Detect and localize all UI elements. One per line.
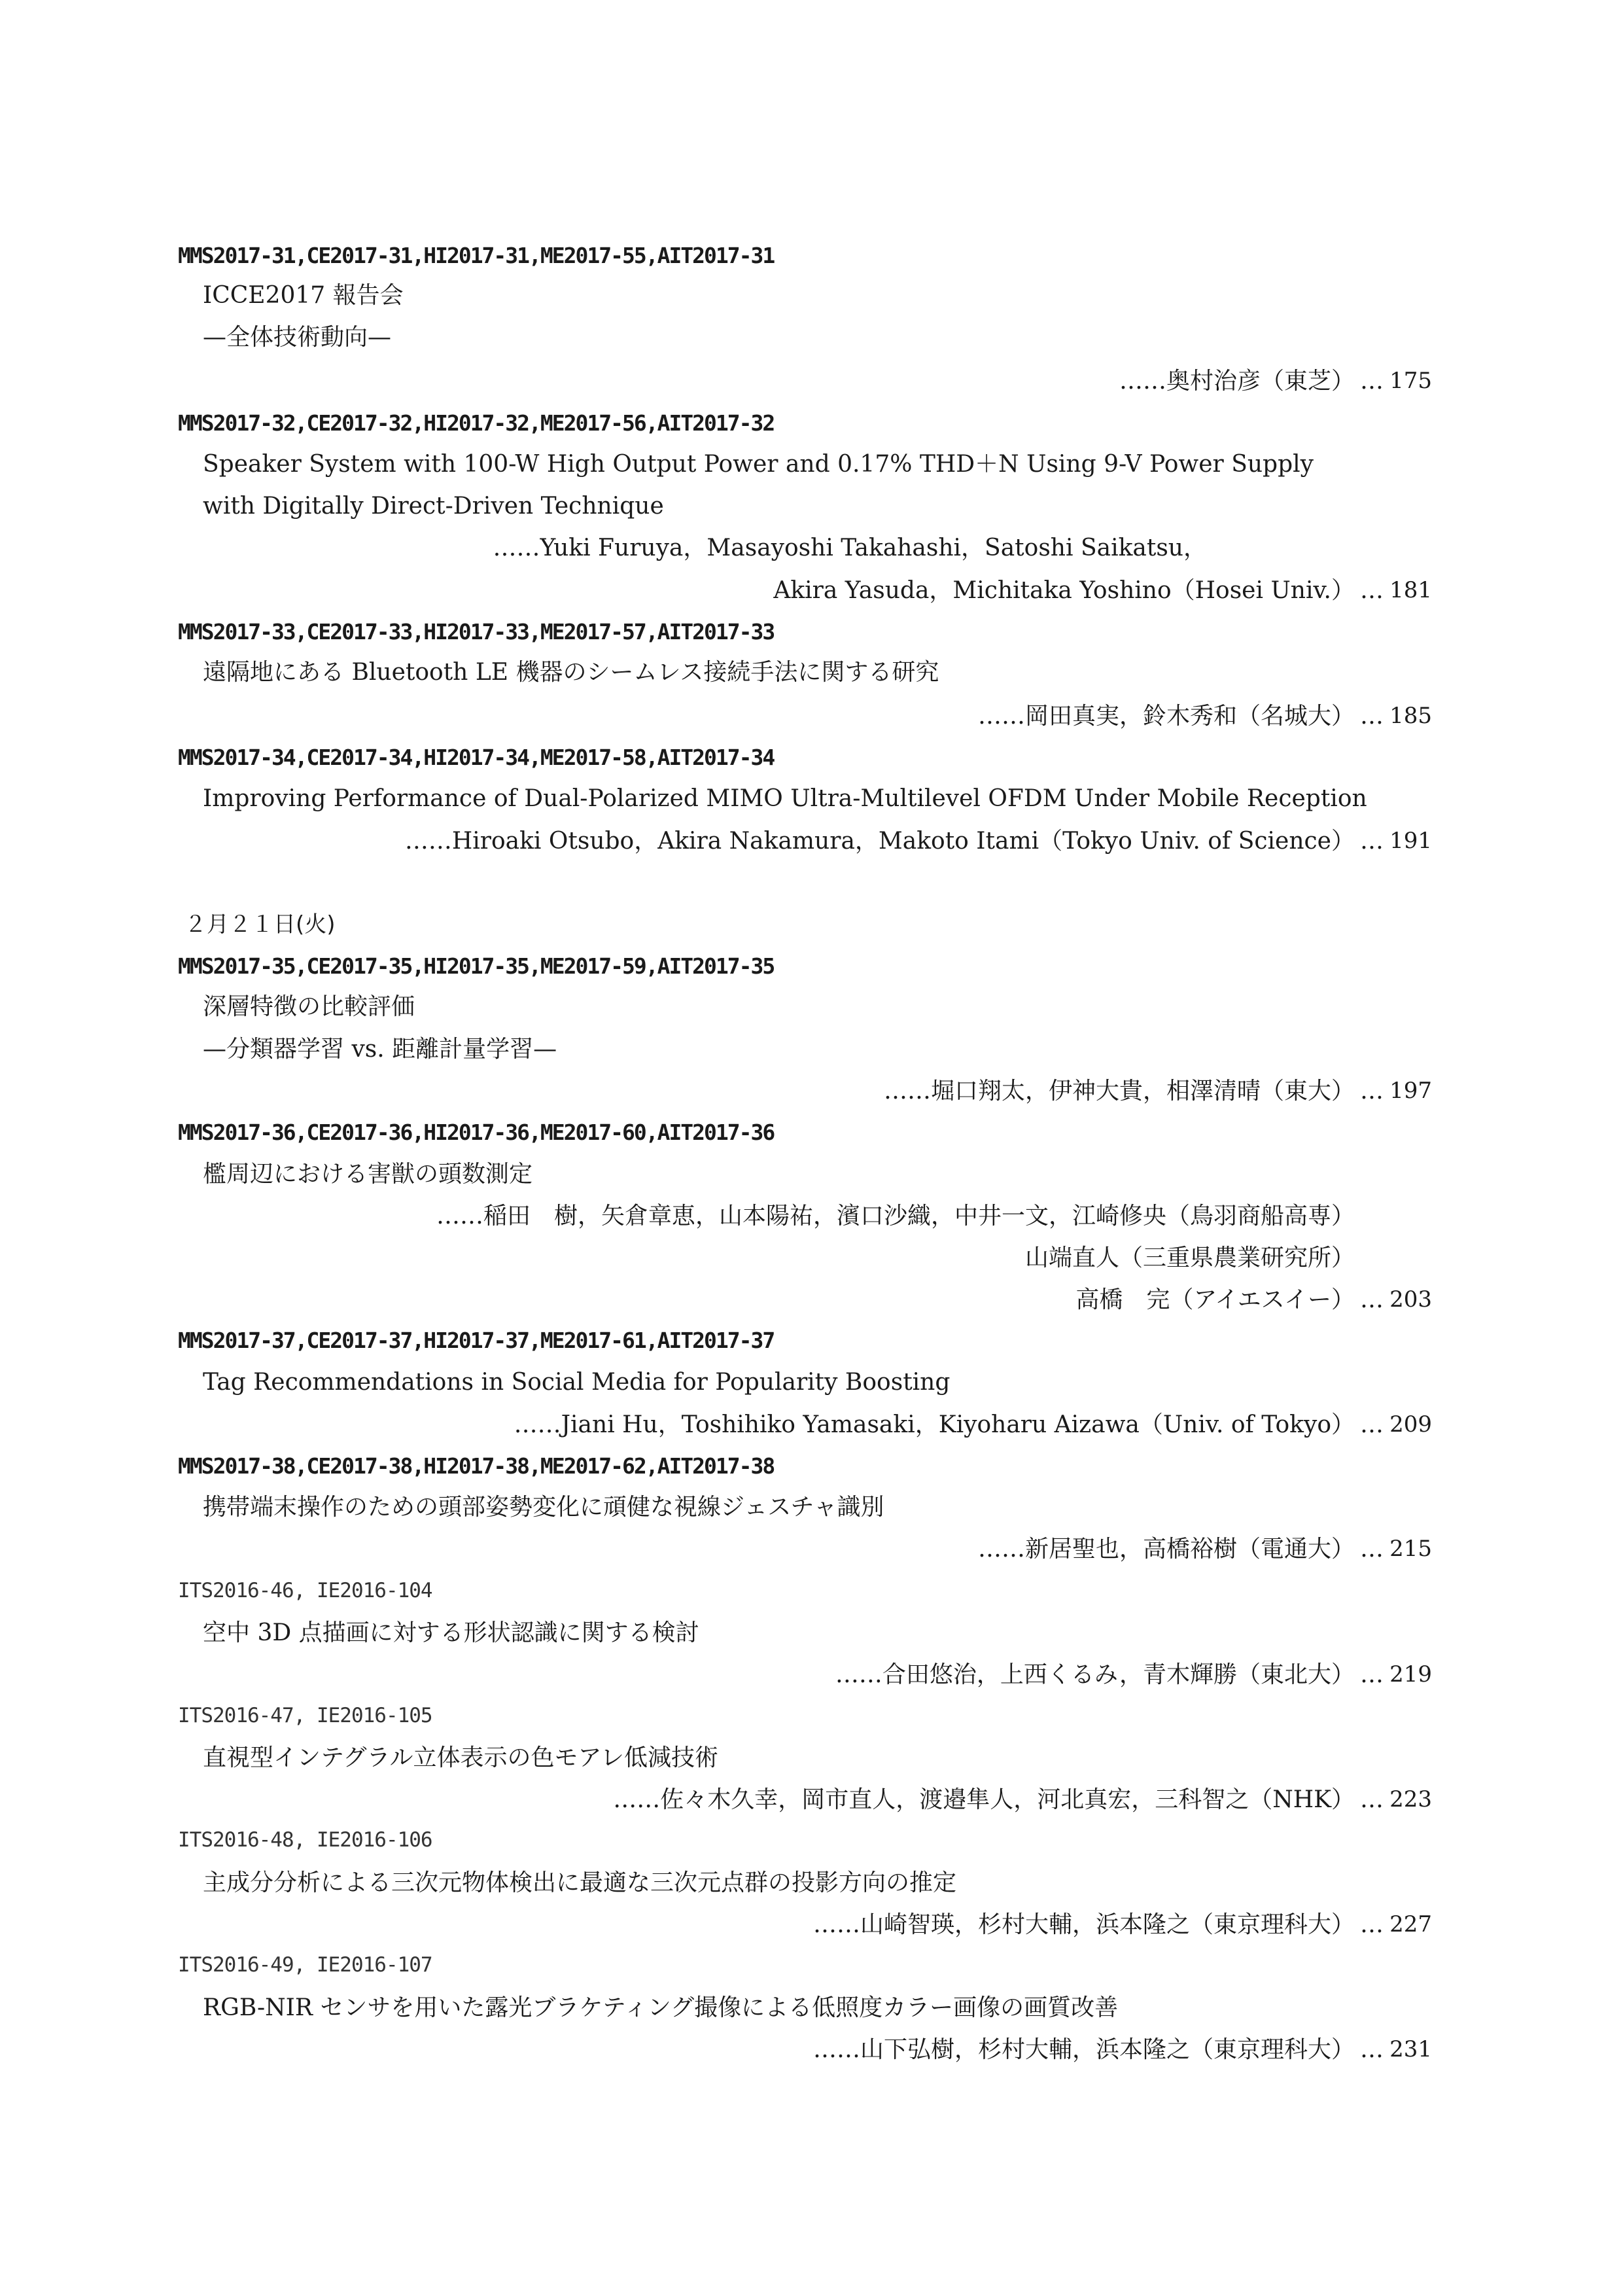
entry-code: MMS2017-34,CE2017-34,HI2017-34,ME2017-58,AIT2017-34 [178,745,775,770]
entry-subtitle: —分類器学習 vs. 距離計量学習— [203,1036,557,1063]
entry-code: MMS2017-33,CE2017-33,HI2017-33,ME2017-57,AIT2017-33 [178,619,775,645]
entry-title: 檻周辺における害獣の頭数測定 [203,1161,533,1188]
entry-code: ITS2016-47, IE2016-105 [178,1704,432,1727]
author-text: ……Yuki Furuya，Masayoshi Takahashi，Satoshi Saikatsu， [493,535,1207,561]
page-number: 219 [1389,1661,1432,1687]
leader-dots: … [1360,577,1384,604]
entry-code: MMS2017-36,CE2017-36,HI2017-36,ME2017-60,AIT2017-36 [178,1120,775,1145]
entry-title: 直視型インテグラル立体表示の色モアレ低減技術 [203,1744,719,1771]
leader-dots: … [1360,1536,1384,1563]
page-number: 197 [1389,1078,1432,1104]
leader-dots: … [1360,2036,1384,2063]
entry-title: 主成分分析による三次元物体検出に最適な三次元点群の投影方向の推定 [203,1869,957,1896]
entry-title: ICCE2017 報告会 [203,282,404,309]
page-number: 215 [1389,1536,1432,1562]
entry-code: ITS2016-46, IE2016-104 [178,1579,432,1602]
page-number: 209 [1389,1411,1432,1438]
leader-dots: … [1360,1411,1384,1438]
leader-dots: … [1360,368,1384,395]
entry-title-cont: with Digitally Direct-Driven Technique [203,493,664,520]
entry-subtitle: —全体技術動向— [203,324,392,351]
page-number: 227 [1389,1911,1432,1937]
entry-code: ITS2016-49, IE2016-107 [178,1953,432,1977]
author-text: ……合田悠治，上西くるみ，青木輝勝（東北大） [835,1661,1355,1688]
leader-dots: … [1360,1078,1384,1104]
entry-code: MMS2017-32,CE2017-32,HI2017-32,ME2017-56,AIT2017-32 [178,410,775,436]
leader-dots: … [1360,1786,1384,1813]
author-text: ……奥村治彦（東芝） [1119,368,1355,395]
entry-code: ITS2016-48, IE2016-106 [178,1828,432,1852]
entry-title: 深層特徴の比較評価 [203,993,415,1020]
entry-title: 空中 3D 点描画に対する形状認識に関する検討 [203,1619,699,1646]
entry-title: Tag Recommendations in Social Media for Popularity Boosting [203,1369,951,1396]
leader-dots: … [1360,703,1384,730]
author-text: ……佐々木久幸，岡市直人，渡邉隼人，河北真宏，三科智之（NHK） [613,1786,1355,1813]
page-number: 231 [1389,2036,1432,2062]
author-text: 山端直人（三重県農業研究所） [1024,1245,1355,1271]
author-text: ……山崎智瑛，杉村大輔，浜本隆之（東京理科大） [812,1911,1355,1938]
entry-code: MMS2017-38,CE2017-38,HI2017-38,ME2017-62,AIT2017-38 [178,1453,775,1479]
page-number: 191 [1389,828,1432,854]
author-text: ……堀口翔太，伊神大貴，相澤清晴（東大） [883,1078,1355,1104]
author-text: Akira Yasuda，Michitaka Yoshino（Hosei Univ.） [773,577,1355,604]
page-number: 185 [1389,703,1432,729]
leader-dots: … [1360,1911,1384,1938]
author-text: ……岡田真実，鈴木秀和（名城大） [977,703,1355,730]
page-number: 175 [1389,368,1432,394]
page-number: 223 [1389,1786,1432,1812]
leader-dots: … [1360,828,1384,855]
author-text: ……新居聖也，高橋裕樹（電通大） [977,1536,1355,1563]
entry-title: Speaker System with 100-W High Output Power and 0.17% THD＋N Using 9-V Power Supply [203,451,1314,478]
leader-dots: … [1360,1286,1384,1313]
entry-title: RGB-NIR センサを用いた露光ブラケティング撮像による低照度カラー画像の画質改善 [203,1994,1119,2021]
entry-title: Improving Performance of Dual-Polarized MIMO Ultra-Multilevel OFDM Under Mobile Reception [203,785,1367,812]
author-text: ……稲田 樹，矢倉章恵，山本陽祐，濱口沙織，中井一文，江崎修央（鳥羽商船高専） [436,1203,1355,1229]
page-number: 203 [1389,1286,1432,1313]
author-text: 高橋 完（アイエスイー） [1075,1286,1355,1313]
entry-title: 携帯端末操作のための頭部姿勢変化に頑健な視線ジェスチャ識別 [203,1494,884,1521]
author-text: ……山下弘樹，杉村大輔，浜本隆之（東京理科大） [812,2036,1355,2063]
entry-code: MMS2017-37,CE2017-37,HI2017-37,ME2017-61,AIT2017-37 [178,1328,775,1353]
page-number: 181 [1389,577,1432,603]
entry-title: 遠隔地にある Bluetooth LE 機器のシームレス接続手法に関する研究 [203,659,939,686]
entry-code: MMS2017-31,CE2017-31,HI2017-31,ME2017-55,AIT2017-31 [178,243,775,268]
date-heading: ２月２１日(火) [184,911,336,938]
author-text: ……Jiani Hu，Toshihiko Yamasaki，Kiyoharu Aizawa（Univ. of Tokyo） [514,1411,1355,1438]
entry-code: MMS2017-35,CE2017-35,HI2017-35,ME2017-59,AIT2017-35 [178,953,775,979]
leader-dots: … [1360,1661,1384,1688]
author-text: ……Hiroaki Otsubo，Akira Nakamura，Makoto Itami（Tokyo Univ. of Science） [404,828,1355,855]
